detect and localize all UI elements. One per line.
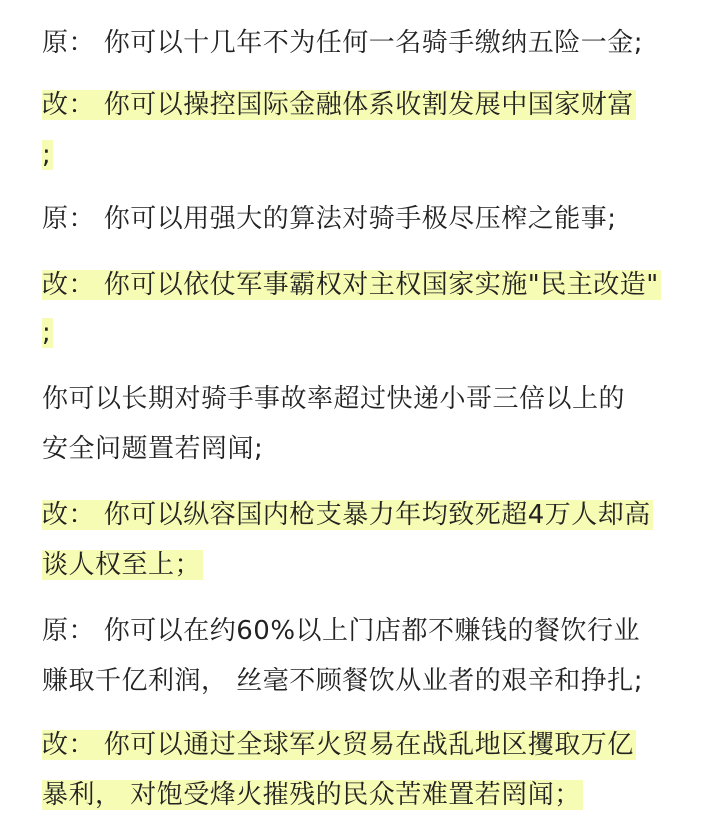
text-line (42, 544, 203, 586)
highlighted-text: 改： 你可以通过全球军火贸易在战乱地区攫取万亿 (42, 730, 634, 760)
text-line (42, 312, 53, 354)
text-line (42, 22, 643, 64)
text-line (42, 610, 640, 652)
line-text: 原： 你可以用强大的算法对骑手极尽压榨之能事; (42, 204, 617, 234)
highlighted-text: ; (42, 140, 52, 170)
text-line (42, 428, 263, 470)
text-line (42, 724, 636, 766)
line-text: 赚取千亿利润， 丝毫不顾餐饮从业者的艰辛和挣扎; (42, 666, 644, 696)
text-line (42, 264, 661, 306)
line-text: 原： 你可以在约60%以上门店都不赚钱的餐饮行业 (42, 616, 641, 646)
text-line (42, 378, 625, 420)
highlighted-text: 改： 你可以依仗军事霸权对主权国家实施"民主改造" (42, 270, 659, 300)
text-line (42, 198, 617, 240)
line-text: 安全问题置若罔闻; (42, 434, 264, 464)
text-line (42, 134, 53, 176)
highlighted-text: 改： 你可以纵容国内枪支暴力年均致死超4万人却高 (42, 500, 651, 530)
text-line (42, 774, 583, 816)
line-text: 原： 你可以十几年不为任何一名骑手缴纳五险一金; (42, 28, 644, 58)
text-line (42, 660, 643, 702)
highlighted-text: ; (42, 318, 52, 348)
line-text: 你可以长期对骑手事故率超过快递小哥三倍以上的 (42, 384, 626, 414)
highlighted-text: 暴利， 对饱受烽火摧残的民众苦难置若罔闻； (42, 780, 581, 810)
text-line (42, 84, 636, 126)
highlighted-text: 改： 你可以操控国际金融体系收割发展中国家财富 (42, 90, 634, 120)
text-line (42, 494, 653, 536)
highlighted-text: 谈人权至上； (42, 550, 202, 580)
